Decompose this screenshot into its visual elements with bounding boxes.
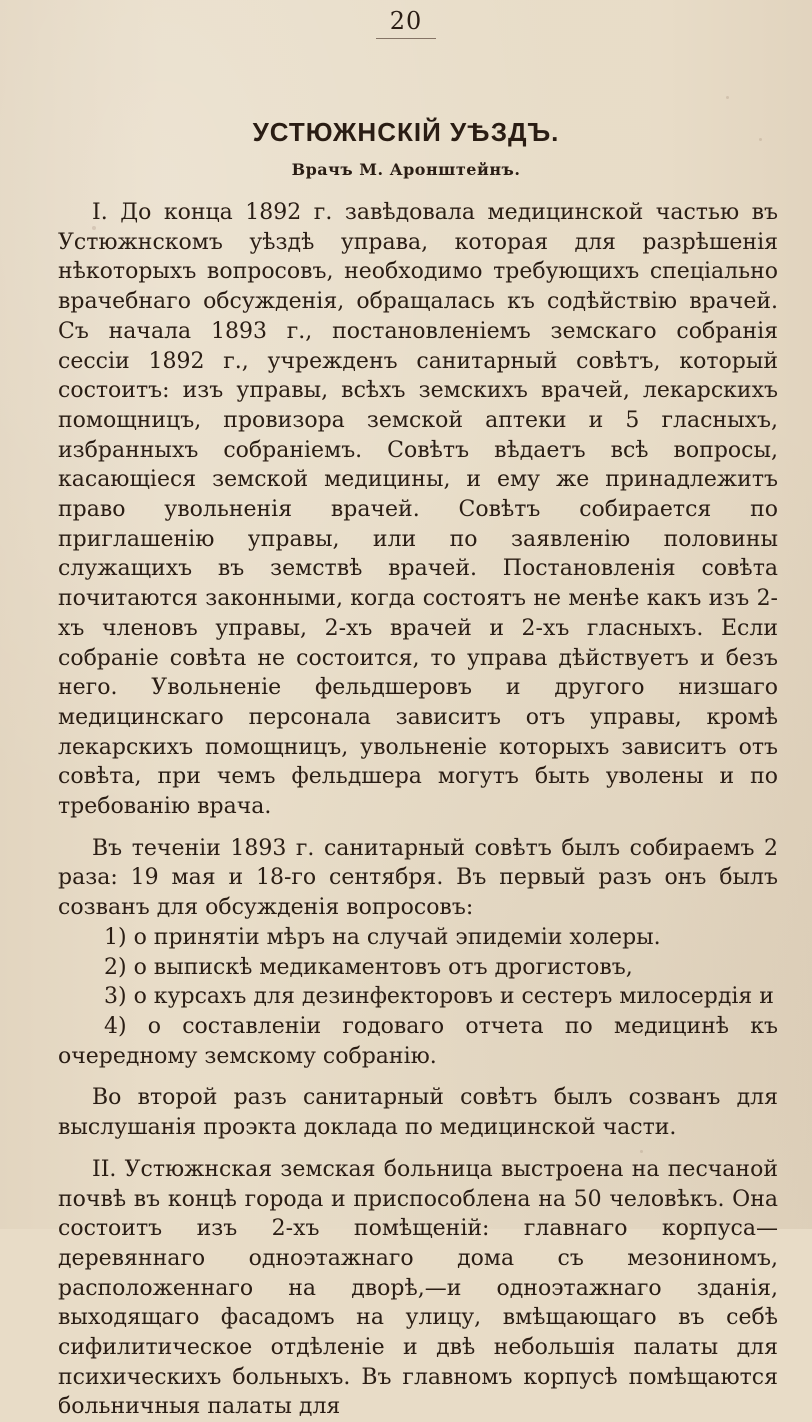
author-line: Врачъ М. Аронштейнъ. bbox=[291, 160, 521, 179]
paragraph-one: I. До конца 1892 г. завѣдовала медицинской частью въ Устюжнскомъ уѣздѣ управа, которая для разрѣшенія нѣкоторыхъ вопросовъ, необходимо требующихъ спеціально врачебнаго обсужденія, обращалась къ содѣйствію врачей. Съ начала 1893 г., постановленіемъ земскаго собранія сессіи 1892 г., учрежденъ санитарный совѣтъ, который состоитъ: изъ управы, всѣхъ земскихъ врачей, лекарскихъ помощницъ, провизора земской аптеки и 5 гласныхъ, избранныхъ собраніемъ. Совѣтъ вѣдаетъ всѣ вопросы, касающіеся земской медицины, и ему же принадлежитъ право увольненія врачей. Совѣтъ собирается по приглашенію управы, или по заявленію половины служащихъ въ земствѣ врачей. Постановленія совѣта почитаются законными, когда состоятъ не менѣе какъ изъ 2-хъ членовъ управы, 2-хъ врачей и 2-хъ гласныхъ. Если собраніе совѣта не состоится, то управа дѣйствуетъ и безъ него. Увольненіе фельдшеровъ и другого низшаго медицинскаго персонала зависитъ отъ управы, кромѣ лекарскихъ помощницъ, увольненіе которыхъ зависитъ отъ совѣта, при чемъ фельдшера могутъ быть уволены и по требованію врача. bbox=[58, 200, 778, 820]
page-number: 20 bbox=[389, 7, 423, 35]
page-number-rule bbox=[376, 38, 436, 39]
paragraph-gap bbox=[58, 1071, 778, 1083]
paragraph-two: Въ теченіи 1893 г. санитарный совѣтъ былъ собираемъ 2 раза: 19 мая и 18-го сентября. Въ первый разъ онъ былъ созванъ для обсужденія вопросовъ: bbox=[58, 835, 778, 921]
paper-stain bbox=[726, 96, 729, 99]
agenda-list bbox=[58, 923, 778, 1072]
list-item: 1) о принятіи мѣръ на случай эпидеміи холеры. bbox=[104, 924, 661, 950]
list-item: 2) о выпискѣ медикаментовъ отъ дрогистовъ, bbox=[104, 954, 633, 980]
section-title: УСТЮЖНСКІЙ УѢЗДЪ. bbox=[252, 117, 560, 147]
body-text bbox=[58, 198, 778, 1422]
paragraph-gap bbox=[58, 1143, 778, 1155]
paragraph-gap bbox=[58, 822, 778, 834]
list-item: 3) о курсахъ для дезинфекторовъ и сестеръ милосердія и bbox=[104, 984, 774, 1010]
list-item: 4) о составленіи годоваго отчета по медицинѣ къ очередному земскому собранію. bbox=[58, 1013, 778, 1069]
paragraph-four: II. Устюжнская земская больница выстроена на песчаной почвѣ въ концѣ города и приспособлена на 50 человѣкъ. Она состоитъ изъ 2-хъ помѣщеній: главнаго корпуса—деревяннаго одноэтажнаго дома съ мезониномъ, расположеннаго на дворѣ,—и одноэтажнаго зданія, выходящаго фасадомъ на улицу, вмѣщающаго въ себѣ сифилитическое отдѣленіе и двѣ небольшія палаты для психическихъ больныхъ. Въ главномъ корпусѣ помѣщаются больничныя палаты для bbox=[58, 1156, 778, 1420]
paragraph-three: Во второй разъ санитарный совѣтъ былъ созванъ для выслушанія проэкта доклада по медицинской части. bbox=[58, 1085, 778, 1141]
